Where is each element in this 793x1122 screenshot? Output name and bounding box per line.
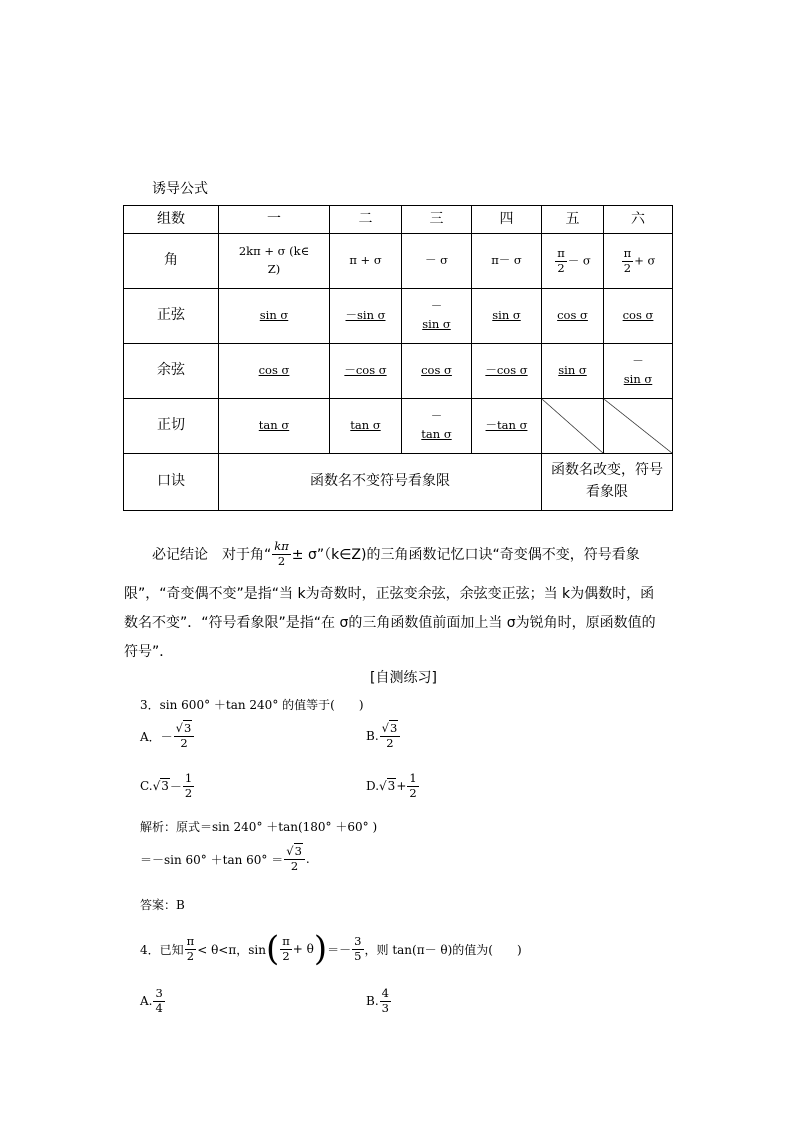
tangent-row: [124, 399, 673, 454]
fraction-denominator: 2: [277, 553, 286, 568]
angle-cell: π－ σ: [472, 234, 542, 289]
row-label: 正切: [124, 399, 219, 454]
option-a: A．－ $\frac{√3}{2}$: [140, 722, 195, 751]
radicand: 3: [389, 721, 398, 735]
stem-part: ＝－: [327, 942, 352, 957]
left-paren: (: [265, 929, 280, 969]
stem-part: 4．已知: [140, 942, 184, 957]
header-cell: 五: [542, 206, 604, 234]
sine-cell: sin σ: [219, 289, 330, 344]
fraction-numerator: 1: [409, 771, 417, 785]
value-line: tan σ: [421, 427, 452, 441]
operator: －: [169, 779, 182, 794]
header-cell: 二: [330, 206, 402, 234]
option-label: B.: [366, 994, 379, 1009]
fraction-numerator: 1: [184, 771, 193, 785]
row-label: 余弦: [124, 344, 219, 399]
fraction-denominator: 3: [381, 1000, 389, 1015]
mnemonic-row: [124, 454, 673, 511]
section-title: 诱导公式: [152, 181, 208, 197]
fraction-numerator: π: [623, 245, 632, 260]
sine-cell: [402, 289, 472, 344]
angle-cell: － σ: [402, 234, 472, 289]
fraction-denominator: 2: [290, 858, 299, 873]
angle-cell: π + σ: [330, 234, 402, 289]
solution-line-2: ＝－sin 60° ＋tan 60° ＝ $\frac{√3}{2}$ .: [140, 844, 310, 873]
angle-rest: － σ: [567, 253, 591, 267]
fraction-denominator: 4: [155, 1000, 163, 1015]
fraction-numerator: π: [282, 933, 290, 948]
stem-part: < θ<π，sin: [197, 942, 266, 957]
fraction-numerator: 3: [155, 986, 163, 1000]
sign-line: －: [430, 299, 443, 314]
header-cell: 四: [472, 206, 542, 234]
angle-cell: [604, 234, 673, 289]
fraction-numerator: 4: [381, 986, 389, 1000]
fraction-numerator: π: [557, 245, 565, 260]
fraction-denominator: 2: [184, 785, 193, 800]
fraction-numerator: π: [186, 933, 195, 948]
fraction-denominator: 2: [180, 735, 188, 750]
radicand: 3: [184, 721, 192, 735]
paren-rest: + θ: [292, 942, 314, 956]
mnemonic-line: 函数名改变，符号: [551, 462, 663, 479]
conclusion-head: 必记结论 对于角“: [152, 547, 272, 564]
fraction-denominator: 2: [282, 948, 290, 963]
diagonal-empty-cell: [604, 399, 673, 454]
angle-line: 2kπ + σ (k∈: [238, 244, 310, 259]
option-label: A．－: [140, 729, 173, 744]
solution-end: .: [305, 852, 310, 867]
conclusion-line-2: 限”，“奇变偶不变”是指“当 k为奇数时，正弦变余弦，余弦变正弦；当 k为偶数时，函: [124, 586, 655, 602]
option-label: A.: [140, 994, 153, 1009]
row-label: 正弦: [124, 289, 219, 344]
sine-cell: sin σ: [472, 289, 542, 344]
mnemonic-line: 看象限: [586, 484, 628, 500]
angle-rest: + σ: [634, 253, 656, 267]
stem-part: ，则 tan(π－ θ)的值为( ): [364, 942, 522, 957]
value-line: sin σ: [422, 317, 451, 331]
q4-option-b: [366, 987, 392, 1016]
tangent-cell: [402, 399, 472, 454]
mnemonic-left: 函数名不变符号看象限: [219, 454, 542, 511]
row-label: 口诀: [124, 454, 219, 511]
angle-line: Z): [267, 262, 281, 276]
header-cell: 组数: [124, 206, 219, 234]
sign-line: －: [430, 409, 443, 424]
value-line: sin σ: [623, 372, 653, 386]
tangent-cell: tan σ: [219, 399, 330, 454]
fraction-denominator: 2: [186, 948, 195, 963]
conclusion-line-3: 数名不变”．“符号看象限”是指“在 σ的三角函数值前面加上当 σ为锐角时，原函数值的: [124, 615, 656, 631]
header-cell: 六: [604, 206, 673, 234]
conclusion-line-4: 符号”．: [124, 644, 174, 660]
cosine-cell: [604, 344, 673, 399]
conclusion-line-1: [152, 540, 640, 569]
option-label: D.: [366, 779, 380, 794]
cosine-cell: sin σ: [542, 344, 604, 399]
angle-row: [124, 234, 673, 289]
table-header-row: [124, 206, 673, 234]
cosine-cell: －cos σ: [330, 344, 402, 399]
solution-expr: ＝－sin 60° ＋tan 60° ＝: [140, 852, 284, 867]
question-3-stem: 3．sin 600° ＋tan 240° 的值等于( ): [140, 698, 364, 712]
radicand: 3: [387, 779, 396, 794]
option-b: B. $\frac{√3}{2}$: [366, 722, 401, 751]
sine-cell: cos σ: [542, 289, 604, 344]
cosine-cell: cos σ: [402, 344, 472, 399]
option-c: C. √3 － $\frac{1}{2}$: [140, 771, 193, 800]
sine-cell: －sin σ: [330, 289, 402, 344]
header-cell: 一: [219, 206, 330, 234]
fraction-denominator: 2: [386, 735, 394, 750]
cosine-cell: －cos σ: [472, 344, 542, 399]
fraction-denominator: 2: [409, 785, 417, 800]
right-paren: ): [313, 929, 328, 969]
angle-cell: [542, 234, 604, 289]
fraction-numerator: 3: [354, 933, 362, 948]
question-4-stem: [140, 929, 522, 969]
sine-cell: cos σ: [604, 289, 673, 344]
q4-option-a: [140, 987, 166, 1016]
fraction-denominator: 2: [623, 260, 632, 275]
mnemonic-right: [542, 454, 673, 511]
tangent-cell: tan σ: [330, 399, 402, 454]
cosine-cell: cos σ: [219, 344, 330, 399]
radicand: 3: [294, 844, 302, 858]
conclusion-tail: ± σ”（k∈Z)的三角函数记忆口诀“奇变偶不变，符号看象: [291, 547, 640, 564]
fraction-numerator: kπ: [274, 539, 289, 553]
sign-line: －: [632, 354, 644, 369]
solution-line-1: 解析：原式＝sin 240° ＋tan(180° ＋60° ): [140, 820, 378, 834]
tangent-cell: －tan σ: [472, 399, 542, 454]
option-label: B.: [366, 729, 379, 744]
practice-title: [自测练习]: [370, 670, 437, 686]
row-label: 角: [124, 234, 219, 289]
diagonal-empty-cell: [542, 399, 604, 454]
fraction-denominator: 5: [354, 948, 362, 963]
cosine-row: [124, 344, 673, 399]
operator: +: [396, 779, 407, 794]
fraction-denominator: 2: [557, 260, 565, 275]
angle-cell: [219, 234, 330, 289]
induction-formula-table: [123, 205, 673, 511]
sine-row: [124, 289, 673, 344]
option-d: D. √3 + $\frac{1}{2}$: [366, 771, 417, 800]
option-label: C.: [140, 779, 153, 794]
header-cell: 三: [402, 206, 472, 234]
radicand: 3: [161, 779, 169, 794]
answer: 答案：B: [140, 898, 185, 912]
